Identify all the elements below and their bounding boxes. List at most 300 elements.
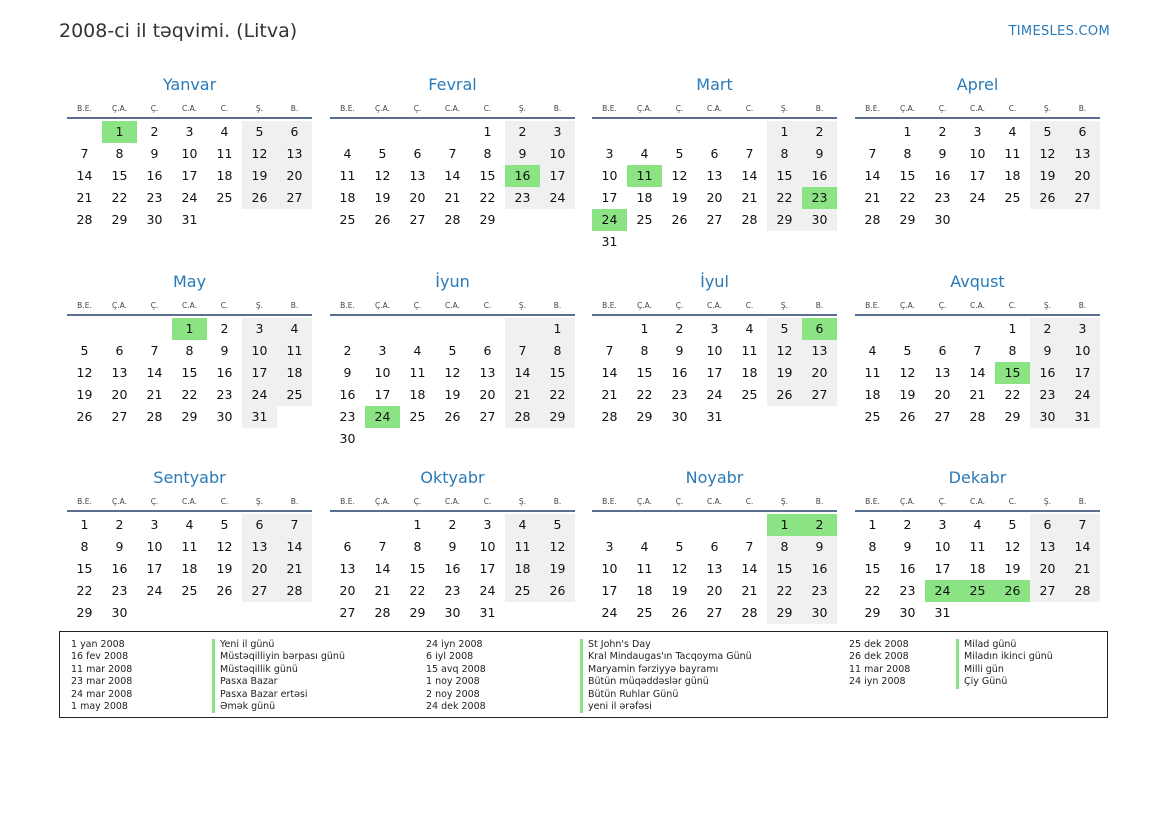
day-cell: 3: [710, 321, 719, 336]
day-cell: 4: [868, 343, 877, 358]
day-cell: 26: [540, 580, 575, 602]
day-cell: 4: [220, 124, 229, 139]
day-cell: 19: [899, 387, 916, 402]
weekday-label: Ç.: [938, 301, 947, 310]
day-cell: 7: [745, 539, 754, 554]
legend-holiday-name: Əmək günü: [212, 701, 345, 713]
day-cell: 1: [868, 517, 877, 532]
day-cell: 22: [181, 387, 198, 402]
weekday-label: B.E.: [865, 497, 880, 506]
weekday-label: B.: [1078, 497, 1087, 506]
day-cell: 1: [767, 514, 802, 536]
day-cell: 13: [1065, 143, 1100, 165]
day-cell: 14: [864, 168, 881, 183]
day-cell: 7: [868, 146, 877, 161]
day-cell: 29: [899, 212, 916, 227]
legend-holiday-name: Milli gün: [956, 664, 1053, 676]
weekday-label: B.: [553, 497, 562, 506]
day-cell: 25: [1004, 190, 1021, 205]
day-cell: 26: [444, 409, 461, 424]
weekday-label: C.: [1008, 497, 1017, 506]
day-cell: 21: [741, 190, 758, 205]
weekday-label: B.E.: [865, 104, 880, 113]
day-cell: 4: [1008, 124, 1017, 139]
weekday-header: [330, 100, 575, 119]
day-cell: 29: [636, 409, 653, 424]
empty-cell: [662, 121, 697, 143]
day-cell: 17: [601, 190, 618, 205]
day-cell: 19: [242, 165, 277, 187]
empty-cell: [540, 428, 575, 450]
day-cell: 27: [242, 580, 277, 602]
weekday-header: [67, 493, 312, 512]
day-cell: 16: [444, 561, 461, 576]
day-cell: 31: [706, 409, 723, 424]
day-cell: 28: [864, 212, 881, 227]
day-cell: 9: [675, 343, 684, 358]
day-cell: 7: [80, 146, 89, 161]
empty-cell: [207, 602, 242, 624]
month-11: [592, 467, 837, 624]
empty-cell: [470, 318, 505, 340]
legend-date: 1 noy 2008: [426, 676, 480, 688]
day-cell: 4: [413, 343, 422, 358]
day-cell: 24: [925, 580, 960, 602]
day-cell: 1: [767, 121, 802, 143]
month-name: Sentyabr: [153, 468, 226, 487]
day-cell: 24: [242, 384, 277, 406]
weekday-label: B.: [553, 301, 562, 310]
day-cell: 10: [706, 343, 723, 358]
legend-holiday-name: Maryamin fərziyyə bayramı: [580, 664, 752, 676]
day-cell: 3: [540, 121, 575, 143]
day-cell: 19: [1004, 561, 1021, 576]
day-cell: 8: [185, 343, 194, 358]
day-cell: 20: [706, 190, 723, 205]
day-cell: 29: [409, 605, 426, 620]
legend-holiday-name: Pasxa Bazar: [212, 676, 345, 688]
days-grid: [67, 514, 312, 624]
day-cell: 27: [706, 605, 723, 620]
empty-cell: [67, 121, 102, 143]
day-cell: 28: [277, 580, 312, 602]
day-cell: 27: [339, 605, 356, 620]
day-cell: 5: [1008, 517, 1017, 532]
day-cell: 5: [1030, 121, 1065, 143]
day-cell: 4: [745, 321, 754, 336]
day-cell: 2: [1030, 318, 1065, 340]
weekday-label: Ç.: [413, 104, 422, 113]
day-cell: 11: [969, 539, 986, 554]
empty-cell: [435, 428, 470, 450]
day-cell: 25: [409, 409, 426, 424]
day-cell: 17: [706, 365, 723, 380]
day-cell: 7: [150, 343, 159, 358]
weekday-label: Ç.A.: [636, 497, 652, 506]
days-grid: [330, 318, 575, 450]
legend-date: 1 may 2008: [71, 701, 128, 713]
legend-date: 24 iyn 2008: [426, 639, 483, 650]
weekday-label: B.: [815, 497, 824, 506]
day-cell: 8: [1008, 343, 1017, 358]
weekday-label: C.A.: [706, 301, 722, 310]
weekday-label: B.E.: [602, 104, 617, 113]
month-name: May: [172, 272, 207, 291]
day-cell: 12: [216, 539, 233, 554]
month-name: Oktyabr: [420, 468, 485, 487]
day-cell: 11: [339, 168, 356, 183]
weekday-label: C.A.: [181, 301, 197, 310]
day-cell: 12: [671, 168, 688, 183]
day-cell: 8: [767, 143, 802, 165]
day-cell: 16: [802, 165, 837, 187]
day-cell: 28: [741, 212, 758, 227]
weekday-label: C.A.: [444, 497, 460, 506]
day-cell: 5: [220, 517, 229, 532]
day-cell: 6: [277, 121, 312, 143]
legend-date: 6 iyl 2008: [426, 651, 474, 663]
day-cell: 3: [242, 318, 277, 340]
day-cell: 25: [636, 605, 653, 620]
weekday-label: B.E.: [340, 104, 355, 113]
day-cell: 6: [710, 146, 719, 161]
day-cell: 21: [76, 190, 93, 205]
weekday-label: B.: [290, 301, 299, 310]
day-cell: 20: [339, 583, 356, 598]
empty-cell: [330, 514, 365, 536]
day-cell: 22: [767, 580, 802, 602]
day-cell: 2: [150, 124, 159, 139]
day-cell: 9: [1030, 340, 1065, 362]
day-cell: 7: [745, 146, 754, 161]
empty-cell: [855, 121, 890, 143]
empty-cell: [540, 209, 575, 231]
day-cell: 4: [973, 517, 982, 532]
days-grid: [592, 318, 837, 428]
day-cell: 20: [934, 387, 951, 402]
empty-cell: [207, 209, 242, 231]
day-cell: 15: [540, 362, 575, 384]
weekday-header: [67, 100, 312, 119]
day-cell: 3: [605, 539, 614, 554]
weekday-label: C.A.: [969, 104, 985, 113]
empty-cell: [627, 514, 662, 536]
month-name: Mart: [696, 75, 733, 94]
day-cell: 6: [1030, 514, 1065, 536]
month-8: [855, 271, 1100, 428]
day-cell: 21: [505, 384, 540, 406]
legend-holiday-name: Milad günü: [956, 639, 1053, 651]
day-cell: 22: [540, 384, 575, 406]
empty-cell: [172, 602, 207, 624]
empty-cell: [1065, 209, 1100, 231]
day-cell: 12: [1004, 539, 1021, 554]
weekday-label: B.E.: [77, 104, 92, 113]
day-cell: 17: [1065, 362, 1100, 384]
day-cell: 1: [413, 517, 422, 532]
day-cell: 11: [277, 340, 312, 362]
day-cell: 13: [242, 536, 277, 558]
day-cell: 27: [409, 212, 426, 227]
day-cell: 27: [479, 409, 496, 424]
day-cell: 25: [636, 212, 653, 227]
empty-cell: [732, 121, 767, 143]
day-cell: 7: [605, 343, 614, 358]
day-cell: 19: [216, 561, 233, 576]
weekday-label: B.: [815, 104, 824, 113]
day-cell: 27: [802, 384, 837, 406]
empty-cell: [330, 318, 365, 340]
month-6: [330, 271, 575, 450]
legend-holiday-name: Müstəqillik günü: [212, 664, 345, 676]
weekday-label: C.: [1008, 301, 1017, 310]
day-cell: 20: [111, 387, 128, 402]
empty-cell: [995, 209, 1030, 231]
day-cell: 30: [671, 409, 688, 424]
days-grid: [67, 121, 312, 231]
day-cell: 15: [181, 365, 198, 380]
empty-cell: [505, 428, 540, 450]
day-cell: 10: [540, 143, 575, 165]
day-cell: 29: [76, 605, 93, 620]
day-cell: 29: [111, 212, 128, 227]
day-cell: 6: [115, 343, 124, 358]
day-cell: 10: [242, 340, 277, 362]
day-cell: 20: [479, 387, 496, 402]
day-cell: 2: [220, 321, 229, 336]
month-name: Avqust: [950, 272, 1005, 291]
day-cell: 14: [146, 365, 163, 380]
weekday-label: C.A.: [969, 497, 985, 506]
day-cell: 9: [802, 536, 837, 558]
day-cell: 7: [973, 343, 982, 358]
day-cell: 14: [601, 365, 618, 380]
day-cell: 15: [111, 168, 128, 183]
day-cell: 29: [479, 212, 496, 227]
day-cell: 21: [969, 387, 986, 402]
day-cell: 17: [601, 583, 618, 598]
day-cell: 19: [540, 558, 575, 580]
day-cell: 19: [767, 362, 802, 384]
day-cell: 29: [1004, 409, 1021, 424]
weekday-label: Ç.: [938, 497, 947, 506]
day-cell: 18: [741, 365, 758, 380]
legend-holiday-name: Müstəqilliyin bərpası günü: [212, 651, 345, 663]
day-cell: 7: [378, 539, 387, 554]
weekday-label: Ç.A.: [374, 301, 390, 310]
empty-cell: [1065, 602, 1100, 624]
day-cell: 2: [802, 514, 837, 536]
weekday-label: B.: [1078, 301, 1087, 310]
day-cell: 4: [640, 539, 649, 554]
day-cell: 8: [413, 539, 422, 554]
day-cell: 6: [802, 318, 837, 340]
days-grid: [592, 514, 837, 624]
day-cell: 4: [640, 146, 649, 161]
day-cell: 17: [242, 362, 277, 384]
day-cell: 28: [444, 212, 461, 227]
day-cell: 20: [1065, 165, 1100, 187]
day-cell: 14: [444, 168, 461, 183]
weekday-label: C.: [1008, 104, 1017, 113]
empty-cell: [802, 231, 837, 253]
day-cell: 5: [80, 343, 89, 358]
empty-cell: [697, 121, 732, 143]
day-cell: 4: [343, 146, 352, 161]
day-cell: 13: [339, 561, 356, 576]
day-cell: 11: [1004, 146, 1021, 161]
day-cell: 9: [802, 143, 837, 165]
day-cell: 2: [505, 121, 540, 143]
day-cell: 24: [540, 187, 575, 209]
empty-cell: [697, 514, 732, 536]
day-cell: 9: [343, 365, 352, 380]
legend-date: 25 dek 2008: [849, 639, 909, 650]
empty-cell: [995, 602, 1030, 624]
day-cell: 23: [505, 187, 540, 209]
empty-cell: [400, 121, 435, 143]
days-grid: [330, 121, 575, 231]
day-cell: 19: [1030, 165, 1065, 187]
weekday-label: C.: [745, 104, 754, 113]
weekday-label: Ç.A.: [899, 104, 915, 113]
day-cell: 13: [802, 340, 837, 362]
day-cell: 28: [146, 409, 163, 424]
day-cell: 10: [934, 539, 951, 554]
day-cell: 3: [378, 343, 387, 358]
weekday-header: [330, 297, 575, 316]
day-cell: 18: [339, 190, 356, 205]
weekday-label: Ç.A.: [899, 497, 915, 506]
day-cell: 9: [115, 539, 124, 554]
day-cell: 30: [111, 605, 128, 620]
weekday-label: B.E.: [77, 301, 92, 310]
legend-date: 23 mar 2008: [71, 676, 133, 688]
day-cell: 18: [216, 168, 233, 183]
day-cell: 30: [802, 602, 837, 624]
day-cell: 7: [448, 146, 457, 161]
legend-date: 11 mar 2008: [849, 663, 911, 675]
weekday-header: [592, 493, 837, 512]
day-cell: 14: [374, 561, 391, 576]
day-cell: 21: [1065, 558, 1100, 580]
days-grid: [592, 121, 837, 253]
day-cell: 5: [767, 318, 802, 340]
day-cell: 22: [636, 387, 653, 402]
legend-date: 16 fev 2008: [71, 651, 129, 663]
legend-dates-col-2: [426, 639, 486, 713]
day-cell: 23: [146, 190, 163, 205]
day-cell: 18: [181, 561, 198, 576]
day-cell: 20: [802, 362, 837, 384]
site-link[interactable]: TIMESLES.COM: [1008, 24, 1110, 39]
weekday-label: C.: [483, 497, 492, 506]
holiday-legend: [59, 631, 1108, 718]
day-cell: 30: [444, 605, 461, 620]
day-cell: 23: [934, 190, 951, 205]
day-cell: 13: [479, 365, 496, 380]
day-cell: 26: [1030, 187, 1065, 209]
day-cell: 16: [339, 387, 356, 402]
weekday-label: B.E.: [602, 301, 617, 310]
day-cell: 19: [671, 583, 688, 598]
day-cell: 7: [277, 514, 312, 536]
month-5: [67, 271, 312, 428]
weekday-label: Ş.: [255, 104, 264, 113]
day-cell: 25: [741, 387, 758, 402]
day-cell: 8: [540, 340, 575, 362]
days-grid: [330, 514, 575, 624]
day-cell: 6: [938, 343, 947, 358]
day-cell: 20: [409, 190, 426, 205]
day-cell: 21: [277, 558, 312, 580]
day-cell: 28: [601, 409, 618, 424]
weekday-label: B.E.: [602, 497, 617, 506]
month-2: [330, 74, 575, 231]
weekday-label: C.A.: [706, 104, 722, 113]
empty-cell: [505, 602, 540, 624]
empty-cell: [697, 231, 732, 253]
legend-holiday-name: yeni il ərəfəsi: [580, 701, 752, 713]
empty-cell: [802, 406, 837, 428]
day-cell: 15: [409, 561, 426, 576]
day-cell: 17: [540, 165, 575, 187]
weekday-label: Ş.: [1043, 301, 1052, 310]
empty-cell: [277, 406, 312, 428]
day-cell: 24: [706, 387, 723, 402]
empty-cell: [890, 318, 925, 340]
empty-cell: [470, 428, 505, 450]
weekday-label: Ç.: [413, 301, 422, 310]
day-cell: 17: [181, 168, 198, 183]
day-cell: 5: [903, 343, 912, 358]
empty-cell: [435, 121, 470, 143]
day-cell: 8: [115, 146, 124, 161]
day-cell: 13: [1030, 536, 1065, 558]
day-cell: 26: [242, 187, 277, 209]
day-cell: 9: [903, 539, 912, 554]
day-cell: 15: [636, 365, 653, 380]
weekday-header: [592, 100, 837, 119]
day-cell: 23: [216, 387, 233, 402]
day-cell: 15: [995, 362, 1030, 384]
day-cell: 10: [601, 561, 618, 576]
day-cell: 10: [479, 539, 496, 554]
day-cell: 25: [960, 580, 995, 602]
day-cell: 3: [185, 124, 194, 139]
day-cell: 3: [605, 146, 614, 161]
day-cell: 1: [540, 318, 575, 340]
day-cell: 10: [1065, 340, 1100, 362]
day-cell: 12: [1030, 143, 1065, 165]
day-cell: 14: [505, 362, 540, 384]
day-cell: 31: [242, 406, 277, 428]
day-cell: 22: [409, 583, 426, 598]
weekday-label: B.: [290, 104, 299, 113]
weekday-label: Ç.: [150, 497, 159, 506]
empty-cell: [540, 602, 575, 624]
month-10: [330, 467, 575, 624]
day-cell: 17: [479, 561, 496, 576]
day-cell: 15: [76, 561, 93, 576]
month-4: [855, 74, 1100, 231]
day-cell: 18: [969, 561, 986, 576]
day-cell: 21: [864, 190, 881, 205]
empty-cell: [1030, 602, 1065, 624]
day-cell: 9: [448, 539, 457, 554]
day-cell: 2: [115, 517, 124, 532]
weekday-header: [67, 297, 312, 316]
